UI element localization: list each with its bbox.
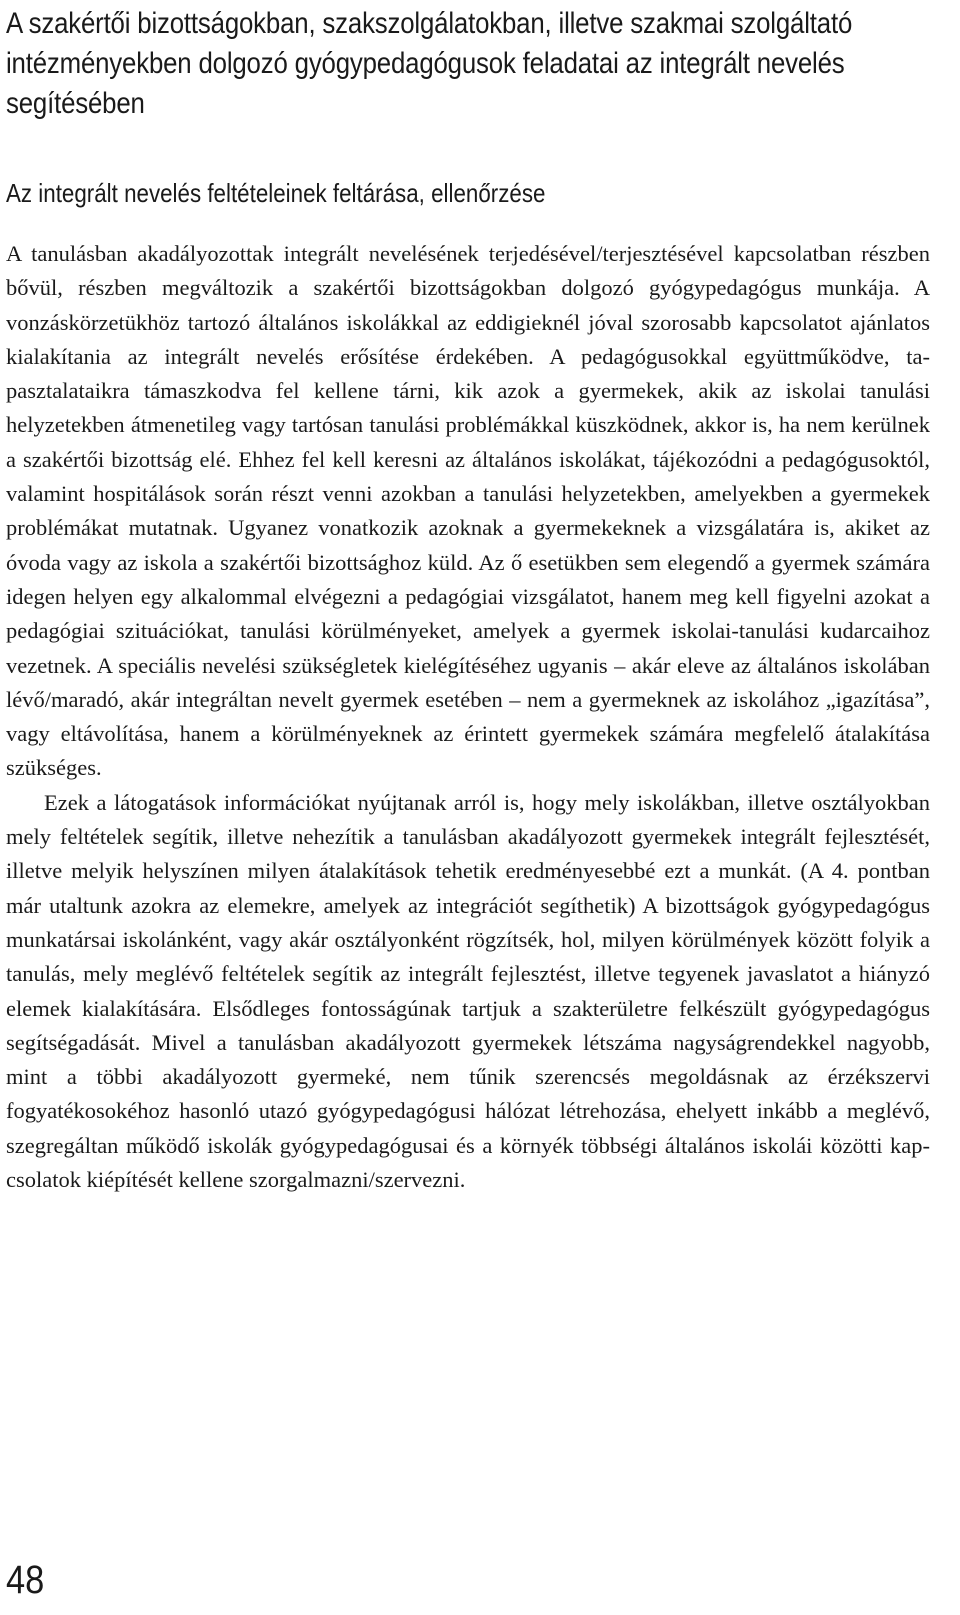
paragraph: A tanulásban akadályozottak integrált nevelésének terjedésével/terjesztésével kapcsolatban részben bővül, részben megváltozik a szakértői bizottságokban dolgozó gyógypedagógus munkája. A vonzáskörzetükhöz tartozó általános iskolákkal az eddigieknél jóval szorosabb kapcsolatot ajánlatos kialakítania az integrált nevelés erősítése érdekében. A pedagógusokkal együttműködve, tapasztalataikra támaszkodva fel kellene tárni, kik azok a gyermekek, akik az iskolai tanulási helyzetekben átmenetileg vagy tartósan tanulási problémákkal küszködnek, akkor is, ha nem kerülnek a szakértői bizottság elé. Ehhez fel kell keresni az általános iskolákat, tájékozódni a pedagógusoktól, valamint hospitálások során részt venni azokban a tanulási helyzetekben, amelyekben a gyermekek problémákat mutatnak. Ugyanez vonatkozik azoknak a gyermekeknek a vizsgálatára is, akiket az óvoda vagy az iskola a szakértői bizottsághoz küld. Az ő esetükben sem elegendő a gyermek számára idegen helyen egy alkalommal elvégezni a pedagógiai vizsgálatot, hanem meg kell figyelni azokat a pedagógiai szituációkat, tanulási körülményeket, amelyek a gyermek iskolai-tanulási kudarcaihoz vezetnek. A speciális nevelési szükségletek kielégítéséhez ugyanis – akár eleve az általános iskolában lévő/maradó, akár integráltan nevelt gyermek esetében – nem a gyermeknek az iskolához „igazítása”, vagy eltávolítása, hanem a körülményeknek az érintett gyermekek számára megfelelő átalakítása szükséges. xyxy=(6,241,930,781)
section-heading: Az integrált nevelés feltételeinek feltárása, ellenőrzése xyxy=(6,178,546,208)
chapter-title: A szakértői bizottságokban, szakszolgálatokban, illetve szakmai szolgáltató intézményekben dolgozó gyógypedagógusok feladatai az integrált nevelés segítésében xyxy=(6,7,853,120)
body-text xyxy=(6,237,930,1197)
paragraph: Ezek a látogatások információkat nyújtanak arról is, hogy mely iskolákban, illetve osztályokban mely feltételek segítik, illetve nehezítik a tanulásban akadályozott gyermekek integrált fejlesztését, illetve melyik helyszínen milyen átalakítások tehetik eredményesebbé ezt a munkát. (A 4. pontban már utaltunk azokra az elemekre, amelyek az integrációt segíthetik) A bizottságok gyógypedagógus munkatársai iskolánként, vagy akár osztályonként rögzítsék, hol, milyen körülmények között folyik a tanulás, mely meglévő feltételek segítik az integrált fejlesztést, illetve tegyenek javaslatot a hiányzó elemek kialakítására. Elsődleges fontosságúnak tartjuk a szakterületre felkészült gyógypedagógus segítségadását. Mivel a tanulásban akadályozott gyermekek létszáma nagyságrendekkel nagyobb, mint a többi akadályozott gyermeké, nem tűnik szerencsés megoldásnak az érzékszervi fogyatékosokéhoz hasonló utazó gyógypedagógusi hálózat létrehozása, ehelyett inkább a meglévő, szegregáltan működő iskolák gyógypedagógusai és a környék többségi általános iskolái közötti kapcsolatok kiépítését kellene szorgalmazni/szervezni. xyxy=(6,789,930,1193)
page-number: 48 xyxy=(6,1558,45,1602)
